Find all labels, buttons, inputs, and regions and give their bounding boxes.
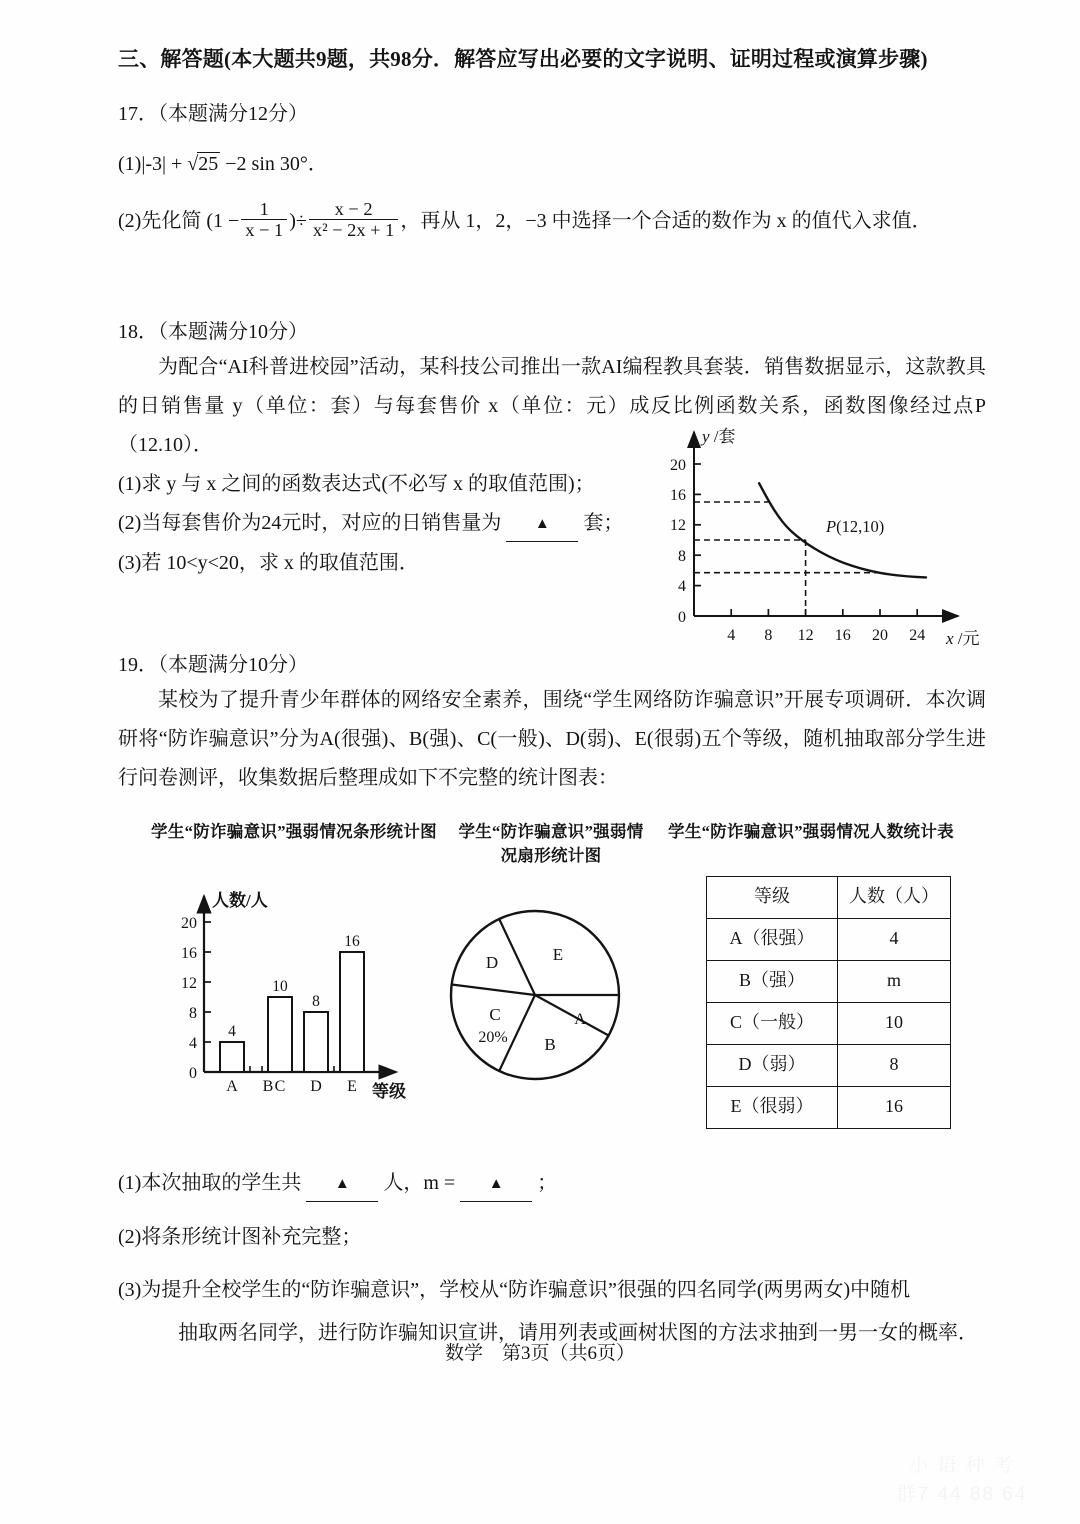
q17-fraction-2: [309, 199, 398, 241]
q19-part-1: [118, 1164, 986, 1204]
watermark-line-1: 小 语 种 考: [909, 1455, 1015, 1476]
ytick-20: 20: [670, 456, 686, 474]
bar-E: [340, 952, 364, 1072]
q18-stem: 为配合“AI科普进校园”活动，某科技公司推出一款AI编程教具套装．销售数据显示，这款教具的日销售量 y（单位：套）与每套售价 x（单位：元）成反比例函数关系，函数图像经过点P（12.10）．: [118, 355, 986, 456]
hyperbola-svg: [658, 420, 988, 650]
ytick-4: 4: [678, 577, 686, 595]
table-cell-count-E: 16: [838, 1086, 951, 1128]
page-footer: 数学 第3页（共6页）: [444, 1343, 635, 1364]
table-header-row: [707, 876, 951, 918]
origin-label: 0: [678, 608, 686, 626]
table-cell-count-B: m: [838, 960, 951, 1002]
triangle-icon: ▲: [334, 1175, 350, 1192]
q19-part1-text-a: (1)本次抽取的学生共: [118, 1171, 302, 1194]
question-18-number: 18．（本题满分10分）: [118, 320, 308, 343]
bar-value-C: 10: [272, 977, 288, 995]
bar-ytick-0: 0: [189, 1064, 197, 1082]
triangle-icon: ▲: [488, 1175, 504, 1192]
question-19-number: 19．（本题满分10分）: [118, 653, 308, 676]
q18-part2-text-a: (2)当每套售价为24元时，对应的日销售量为: [118, 511, 502, 534]
bar-D: [304, 1012, 328, 1072]
q19-part1-text-c: ；: [537, 1171, 558, 1194]
watermark: [852, 1452, 1072, 1516]
q19-part1-text-b: 人，m =: [383, 1171, 456, 1194]
q17-frac2-numerator: x − 2: [334, 198, 373, 219]
watermark-line-2: 群7 44 88 64: [896, 1483, 1028, 1505]
question-18: [118, 316, 986, 648]
xtick-20: 20: [872, 626, 888, 644]
ytick-8: 8: [678, 547, 686, 565]
grade-count-table: [706, 876, 951, 1129]
q19-stem: 某校为了提升青少年群体的网络安全素养，围绕“学生网络防诈骗意识”开展专项调研．本次调研将“防诈骗意识”分为A(很强)、B(强)、C(一般)、D(弱)、E(很弱)五个等级，随机抽取部分学生进行问卷测评，收集数据后整理成如下不完整的统计图表：: [118, 688, 986, 789]
y-tick-marks: [694, 464, 701, 586]
q19-total-blank[interactable]: [306, 1162, 378, 1202]
table-row: [707, 960, 951, 1002]
bar-ytick-8: 8: [189, 1004, 197, 1022]
y-axis-label: y /套: [702, 426, 736, 446]
q17-frac1-numerator: 1: [259, 198, 269, 219]
q17-plus: +: [171, 152, 183, 175]
question-19: [118, 649, 986, 1353]
q17-part2-tail: ，再从 1，2，−3 中选择一个合适的数作为 x 的值代入求值．: [400, 209, 932, 232]
table-header-grade: 等级: [707, 876, 838, 918]
charts-row: [118, 882, 986, 1150]
bar-value-D: 8: [312, 992, 320, 1010]
pie-chart-title: 学生“防诈骗意识”强弱情况扇形统计图: [458, 821, 644, 866]
pie-label-E: E: [552, 944, 564, 964]
question-17-number: 17．（本题满分12分）: [118, 102, 308, 125]
table-row: [707, 918, 951, 960]
table-cell-grade-A: A（很强）: [707, 918, 838, 960]
question-17-body: [118, 144, 986, 242]
bar-A: [220, 1042, 244, 1072]
q18-answer-blank[interactable]: [506, 502, 578, 542]
section-heading: 三、解答题(本大题共9题，共98分．解答应写出必要的文字说明、证明过程或演算步骤): [118, 47, 928, 71]
table-cell-grade-E: E（很弱）: [707, 1086, 838, 1128]
q17-part2-close: )÷: [289, 209, 307, 232]
bar-chart: [158, 882, 448, 1112]
page-content: [118, 44, 986, 1353]
triangle-icon: ▲: [534, 515, 550, 532]
ytick-16: 16: [670, 486, 686, 504]
pie-label-C: C: [489, 1004, 501, 1024]
table-header-count: 人数（人）: [838, 876, 951, 918]
pie-label-B: B: [544, 1034, 556, 1054]
point-P-label: P(12,10): [826, 516, 885, 536]
q18-part-1: (1)求 y 与 x 之间的函数表达式(不必写 x 的取值范围)；: [118, 472, 595, 495]
bar-y-axis-title: 人数/人: [212, 890, 268, 910]
q17-part2-open: (1 −: [206, 209, 240, 232]
xtick-24: 24: [909, 626, 926, 644]
q17-part1-prefix: (1): [118, 152, 142, 175]
table-cell-count-D: 8: [838, 1044, 951, 1086]
q19-subquestions: [118, 1164, 986, 1353]
bar-cat-B: B: [262, 1077, 274, 1095]
pie-label-C-percent: 20%: [478, 1028, 508, 1046]
bar-chart-svg: [158, 882, 448, 1112]
q17-sqrt-radicand: 25: [198, 152, 219, 175]
q18-part-3: (3)若 10<y<20，求 x 的取值范围．: [118, 551, 419, 574]
ytick-12: 12: [670, 516, 686, 534]
xtick-8: 8: [764, 626, 773, 644]
q19-m-blank[interactable]: [460, 1162, 532, 1202]
bar-cat-E: E: [347, 1077, 357, 1095]
bar-ytick-16: 16: [181, 944, 197, 962]
q19-part-3-line1: (3)为提升全校学生的“防诈骗意识”，学校从“防诈骗意识”很强的四名同学(两男两女)中随机: [118, 1278, 911, 1301]
inverse-proportion-graph: [658, 420, 988, 650]
bar-cat-A: A: [226, 1077, 238, 1095]
sqrt-icon: √: [187, 152, 199, 175]
table-row: [707, 1002, 951, 1044]
bar-value-E: 16: [344, 932, 360, 950]
table-row: [707, 1044, 951, 1086]
q17-part-2: [118, 199, 986, 242]
pie-label-D: D: [485, 952, 499, 972]
q19-part-3-line2: 抽取两名同学，进行防诈骗知识宣讲，请用列表或画树状图的方法求抽到一男一女的概率．: [178, 1321, 978, 1344]
table-cell-grade-B: B（强）: [707, 960, 838, 1002]
q17-part1-rest: −2 sin 30°．: [225, 152, 328, 175]
table-body: [707, 876, 951, 1128]
bar-ytick-20: 20: [181, 914, 197, 932]
q18-subquestions: [118, 465, 678, 583]
table-cell-grade-D: D（弱）: [707, 1044, 838, 1086]
q17-part-1: [118, 144, 986, 185]
bar-chart-title: 学生“防诈骗意识”强弱情况条形统计图: [151, 821, 437, 841]
bar-x-axis-title: 等级: [372, 1081, 406, 1101]
q19-part-2: (2)将条形统计图补充完整；: [118, 1225, 362, 1248]
x-axis-label: x /元: [946, 628, 980, 648]
x-tick-marks: [731, 609, 917, 616]
xtick-16: 16: [834, 626, 851, 644]
bar-ytick-4: 4: [189, 1034, 197, 1052]
question-18-body: [118, 348, 986, 648]
q17-frac2-denominator: x² − 2x + 1: [309, 219, 398, 241]
bar-cat-C: C: [274, 1077, 286, 1095]
xtick-12: 12: [797, 626, 814, 644]
q18-part-2: [118, 504, 678, 544]
pie-chart-svg: [440, 900, 640, 1090]
bar-axis-labels: [181, 915, 197, 1082]
chart-titles-row: [118, 820, 986, 882]
q17-frac1-denominator: x − 1: [241, 219, 287, 241]
stat-table-title: 学生“防诈骗意识”强弱情况人数统计表: [668, 821, 954, 841]
q17-fraction-1: [241, 199, 287, 241]
statistics-table: [706, 876, 951, 1129]
pie-label-A: A: [574, 1010, 586, 1028]
bar-ytick-12: 12: [181, 974, 197, 992]
bar-C: [268, 997, 292, 1072]
bar-category-labels: [226, 1078, 357, 1095]
table-row: [707, 1086, 951, 1128]
table-cell-grade-C: C（一般）: [707, 1002, 838, 1044]
q17-abs-term: |-3|: [141, 152, 166, 175]
table-cell-count-A: 4: [838, 918, 951, 960]
table-cell-count-C: 10: [838, 1002, 951, 1044]
q17-part2-prefix: (2)先化简: [118, 209, 202, 232]
xtick-4: 4: [727, 626, 736, 644]
bar-cat-D: D: [310, 1077, 322, 1095]
bar-value-A: 4: [228, 1022, 236, 1040]
pie-chart: [440, 900, 680, 1100]
q18-part2-text-b: 套；: [583, 511, 624, 534]
